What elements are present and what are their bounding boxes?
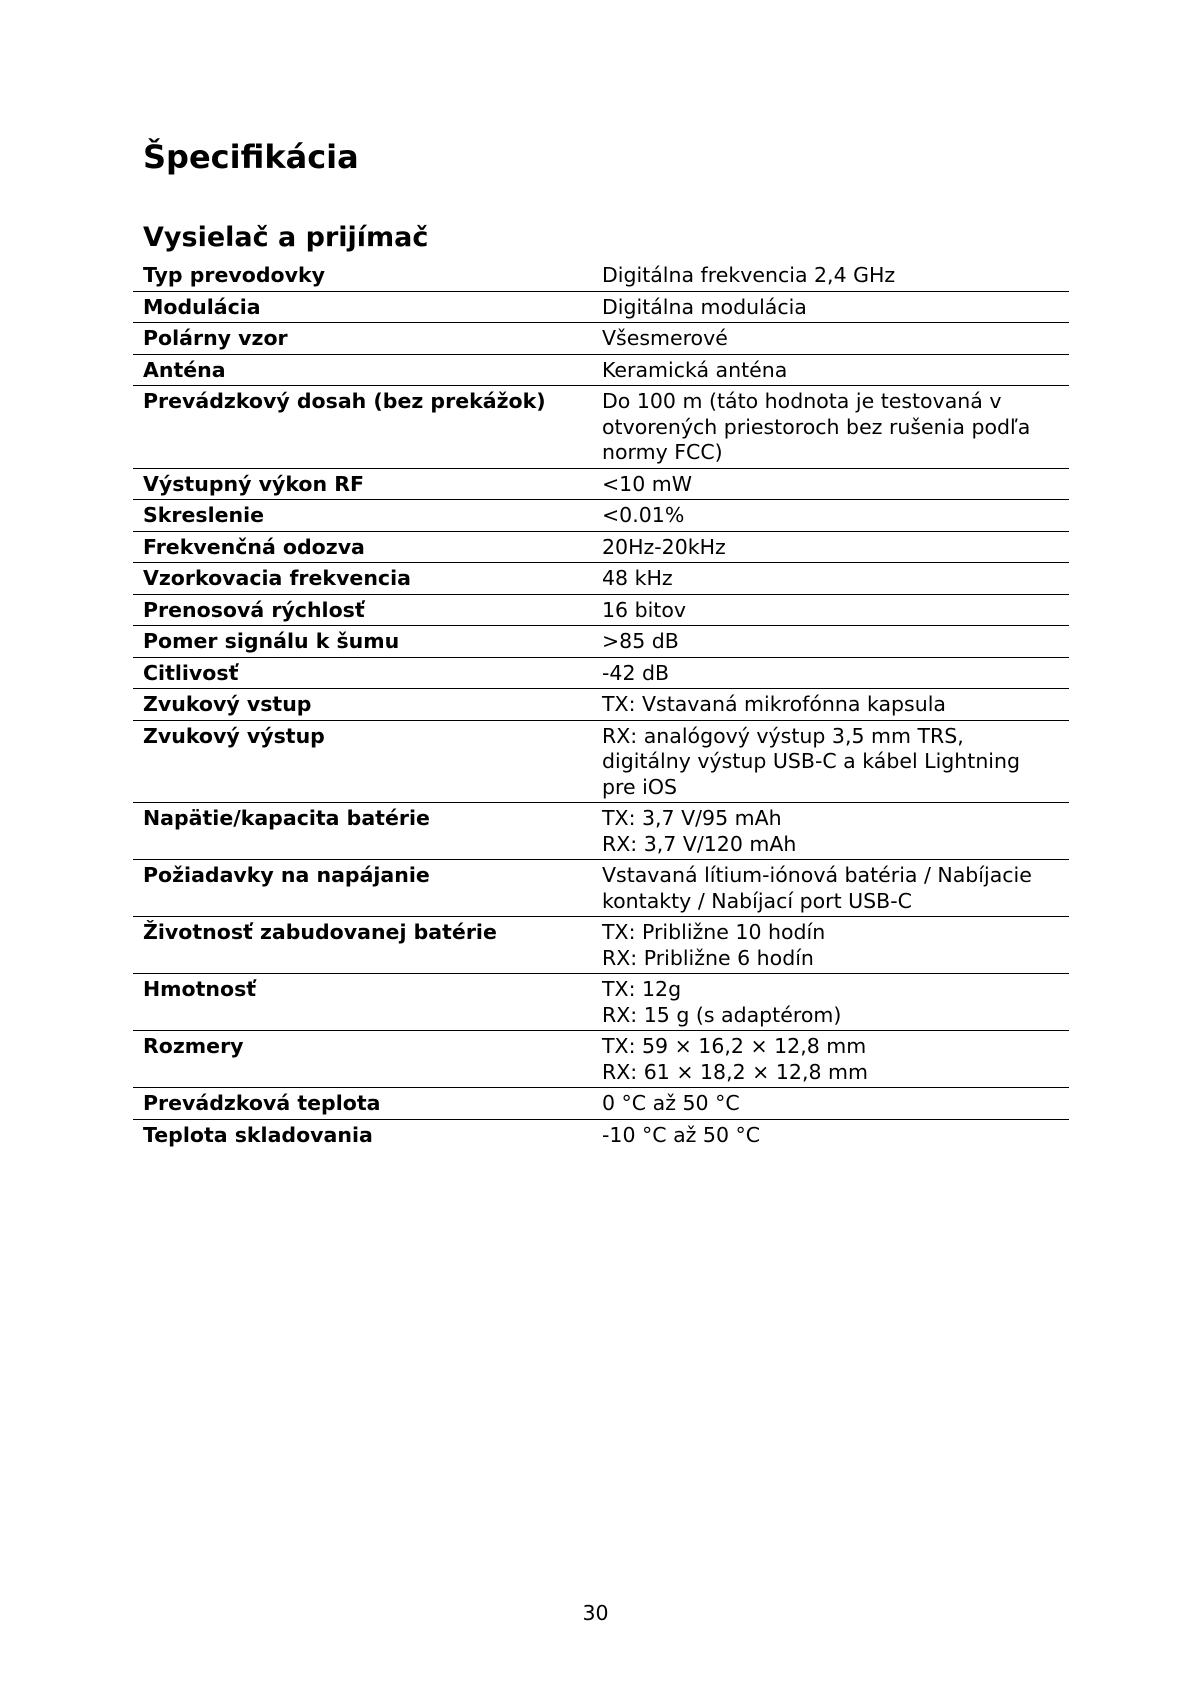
page-title: Špecifikácia xyxy=(143,138,359,176)
spec-label: Polárny vzor xyxy=(133,323,592,355)
spec-row xyxy=(133,1031,1069,1088)
spec-value: Vstavaná lítium-iónová batéria / Nabíjacie kontakty / Nabíjací port USB-C xyxy=(592,860,1069,917)
spec-value: Keramická anténa xyxy=(592,354,1069,386)
spec-row xyxy=(133,386,1069,469)
spec-row xyxy=(133,860,1069,917)
spec-label: Prenosová rýchlosť xyxy=(133,594,592,626)
spec-row xyxy=(133,689,1069,721)
spec-value: TX: Približne 10 hodín RX: Približne 6 hodín xyxy=(592,917,1069,974)
spec-value: -10 °C až 50 °C xyxy=(602,1122,761,1147)
spec-label: Prevádzková teplota xyxy=(133,1088,592,1120)
spec-label: Anténa xyxy=(133,354,592,386)
spec-value: TX: 12g RX: 15 g (s adaptérom) xyxy=(592,974,1069,1031)
spec-value: <0.01% xyxy=(592,500,1069,532)
spec-label: Životnosť zabudovanej batérie xyxy=(133,917,592,974)
spec-value: 48 kHz xyxy=(592,563,1069,595)
spec-label: Modulácia xyxy=(133,291,592,323)
spec-value: RX: analógový výstup 3,5 mm TRS, digitálny výstup USB-C a kábel Lightning pre iOS xyxy=(592,720,1069,803)
spec-row xyxy=(133,1088,1069,1120)
section-title: Vysielač a prijímač xyxy=(143,222,429,253)
spec-row xyxy=(133,803,1069,860)
spec-row xyxy=(133,531,1069,563)
spec-label: Hmotnosť xyxy=(133,974,592,1031)
spec-value: Všesmerové xyxy=(592,323,1069,355)
spec-label: Typ prevodovky xyxy=(133,260,592,291)
spec-row xyxy=(133,974,1069,1031)
spec-value: >85 dB xyxy=(592,626,1069,658)
spec-label: Frekvenčná odozva xyxy=(133,531,592,563)
spec-row xyxy=(133,291,1069,323)
spec-row xyxy=(133,323,1069,355)
spec-label: Skreslenie xyxy=(133,500,592,532)
page-number: 30 xyxy=(582,1601,609,1625)
spec-row xyxy=(133,720,1069,803)
spec-row xyxy=(133,594,1069,626)
spec-value: <10 mW xyxy=(592,468,1069,500)
spec-row xyxy=(133,260,1069,291)
spec-row xyxy=(133,917,1069,974)
spec-value: 20Hz-20kHz xyxy=(592,531,1069,563)
spec-value: Digitálna modulácia xyxy=(592,291,1069,323)
spec-row xyxy=(133,468,1069,500)
spec-value: 0 °C až 50 °C xyxy=(592,1088,1069,1120)
spec-row xyxy=(133,626,1069,658)
spec-label: Výstupný výkon RF xyxy=(133,468,592,500)
spec-label: Teplota skladovania xyxy=(143,1122,373,1147)
spec-row xyxy=(133,354,1069,386)
spec-label: Rozmery xyxy=(133,1031,592,1088)
spec-label: Citlivosť xyxy=(133,657,592,689)
spec-label: Prevádzkový dosah (bez prekážok) xyxy=(133,386,592,469)
spec-row xyxy=(133,1119,1069,1150)
spec-value: Digitálna frekvencia 2,4 GHz xyxy=(592,260,1069,291)
spec-table-body xyxy=(133,260,1069,1150)
spec-label: Vzorkovacia frekvencia xyxy=(133,563,592,595)
spec-row xyxy=(133,563,1069,595)
spec-value: -42 dB xyxy=(592,657,1069,689)
spec-value: TX: 3,7 V/95 mAh RX: 3,7 V/120 mAh xyxy=(592,803,1069,860)
spec-row xyxy=(133,500,1069,532)
spec-value: 16 bitov xyxy=(592,594,1069,626)
spec-table xyxy=(133,260,1069,1150)
spec-row xyxy=(133,657,1069,689)
spec-label: Požiadavky na napájanie xyxy=(133,860,592,917)
spec-value: Do 100 m (táto hodnota je testovaná v otvorených priestoroch bez rušenia podľa normy FCC) xyxy=(592,386,1069,469)
spec-value: TX: Vstavaná mikrofónna kapsula xyxy=(592,689,1069,721)
spec-label: Pomer signálu k šumu xyxy=(133,626,592,658)
spec-label: Napätie/kapacita batérie xyxy=(133,803,592,860)
spec-label: Zvukový výstup xyxy=(133,720,592,803)
spec-value: TX: 59 × 16,2 × 12,8 mm RX: 61 × 18,2 × 12,8 mm xyxy=(592,1031,1069,1088)
spec-label: Zvukový vstup xyxy=(133,689,592,721)
